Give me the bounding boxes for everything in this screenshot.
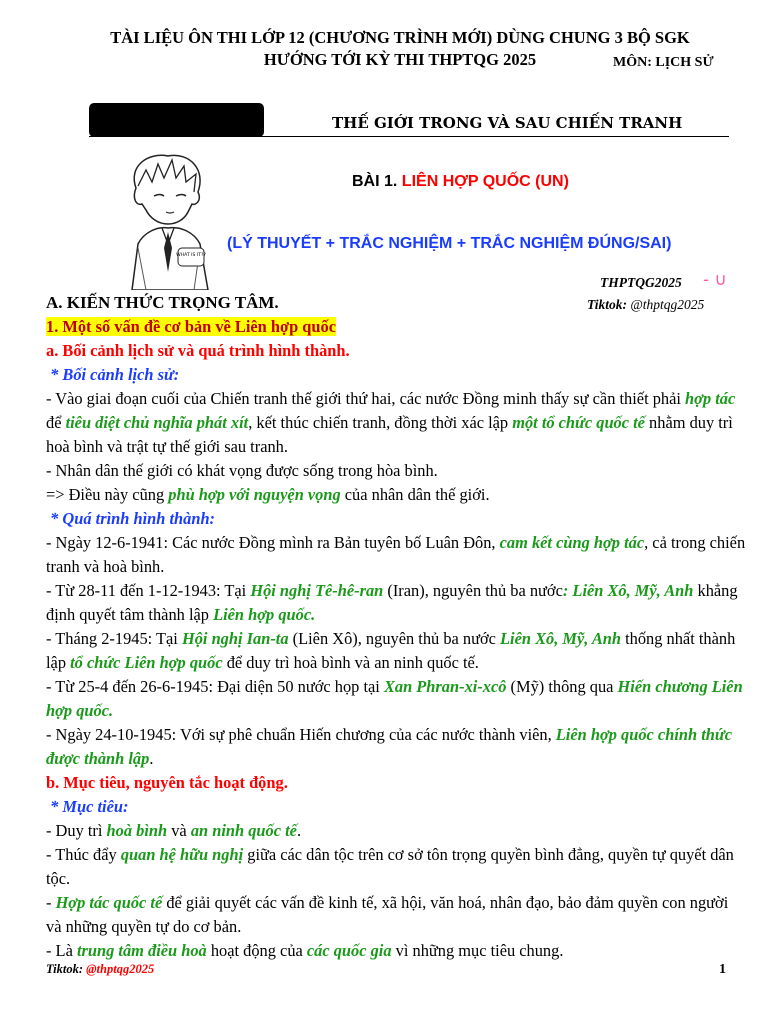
paragraph-process-2: - Từ 28-11 đến 1-12-1943: Tại Hội nghị Tê-hê-ran (Iran), nguyên thủ ba nước: Liên Xô, Mỹ, Anh khẳng định quyết tâm thành lập Liên hợp quốc. [46,581,738,624]
subject-label: MÔN: LỊCH SỬ [613,55,714,70]
bullet-context-text: * Bối cảnh lịch sử: [50,365,180,384]
bullet-process-text: * Quá trình hình thành: [50,509,216,528]
heading-1-text: 1. Một số vấn đề cơ bản về Liên hợp quốc [46,317,336,336]
chapter-title: THẾ GIỚI TRONG VÀ SAU CHIẾN TRANH [332,114,683,132]
lesson-name: LIÊN HỢP QUỐC (UN) [401,173,569,190]
heading-1 [46,315,746,339]
paragraph-goal-1: - Duy trì hoà bình và an ninh quốc tế. [46,821,302,840]
sub-heading-b: b. Mục tiêu, nguyên tắc hoạt động. [46,773,288,792]
doc-header-line2: HƯỚNG TỚI KỲ THI THPTQG 2025 [263,50,537,69]
brand-tiktok-handle: @thptqg2025 [630,297,705,312]
speech-bubble-text: WHAT IS IT?? [176,253,206,258]
page-number: 1 [719,962,726,977]
anime-character-illustration [118,148,218,290]
paragraph-process-5: - Ngày 24-10-1945: Với sự phê chuẩn Hiến chương của các nước thành viên, Liên hợp quốc chính thức được thành lập. [46,725,732,768]
footer-tiktok-handle: @thptqg2025 [86,962,155,976]
paragraph-goal-2: - Thúc đẩy quan hệ hữu nghị giữa các dân tộc trên cơ sở tôn trọng quyền bình đẳng, quyền tự quyết dân tộc. [46,845,734,888]
bullet-context [46,363,746,387]
paragraph-context-1: - Vào giai đoạn cuối của Chiến tranh thế giới thứ hai, các nước Đồng minh thấy sự cần thiết phải hợp tác để tiêu diệt chủ nghĩa phát xít, kết thúc chiến tranh, đồng thời xác lập một tổ chức quốc tế nhằm duy trì hoà bình và trật tự thế giới sau tranh. [46,389,736,456]
doc-header-line1: TÀI LIỆU ÔN THI LỚP 12 (CHƯƠNG TRÌNH MỚI) DÙNG CHUNG 3 BỘ SGK [110,28,690,47]
brand-tiktok-label: Tiktok: [587,297,627,312]
sub-heading-a: a. Bối cảnh lịch sử và quá trình hình thành. [46,341,350,360]
paragraph-process-3: - Tháng 2-1945: Tại Hội nghị Ian-ta (Liên Xô), nguyên thủ ba nước Liên Xô, Mỹ, Anh thống nhất thành lập tổ chức Liên hợp quốc để duy trì hoà bình và an ninh quốc tế. [46,629,736,672]
footer-tiktok [46,962,154,977]
paragraph-goal-4: - Là trung tâm điều hoà hoạt động của các quốc gia vì những mục tiêu chung. [46,941,564,960]
section-a-heading: A. KIẾN THỨC TRỌNG TÂM. [46,293,279,312]
brand-name: THPTQG2025 [600,275,682,290]
lesson-prefix: BÀI 1. [352,173,402,190]
main-content [46,291,746,963]
footer-tiktok-label: Tiktok: [46,962,84,976]
paragraph-goal-3: - Hợp tác quốc tế để giải quyết các vấn đề kinh tế, xã hội, văn hoá, nhân đạo, bảo đảm quyền con người và những quyền tự do cơ bản. [46,893,729,936]
lesson-subtitle: (LÝ THUYẾT + TRẮC NGHIỆM + TRẮC NGHIỆM ĐÚNG/SAI) [227,235,672,252]
bullet-goals [46,795,746,819]
chapter-underline [89,136,729,137]
paragraph-process-4: - Từ 25-4 đến 26-6-1945: Đại diện 50 nước họp tại Xan Phran-xi-xcô (Mỹ) thông qua Hiến chương Liên hợp quốc. [46,677,743,720]
heart-decoration-icon: - ∪ [703,270,727,290]
bullet-goals-text: * Mục tiêu: [50,797,129,816]
paragraph-context-3: => Điều này cũng phù hợp với nguyện vọng của nhân dân thế giới. [46,485,490,504]
chapter-black-tab [89,103,264,137]
bullet-process [46,507,746,531]
lesson-title [352,173,569,191]
paragraph-context-2: - Nhân dân thế giới có khát vọng được sống trong hòa bình. [46,461,438,480]
paragraph-process-1: - Ngày 12-6-1941: Các nước Đồng mình ra Bản tuyên bố Luân Đôn, cam kết cùng hợp tác, cả trong chiến tranh và hoà bình. [46,533,746,576]
